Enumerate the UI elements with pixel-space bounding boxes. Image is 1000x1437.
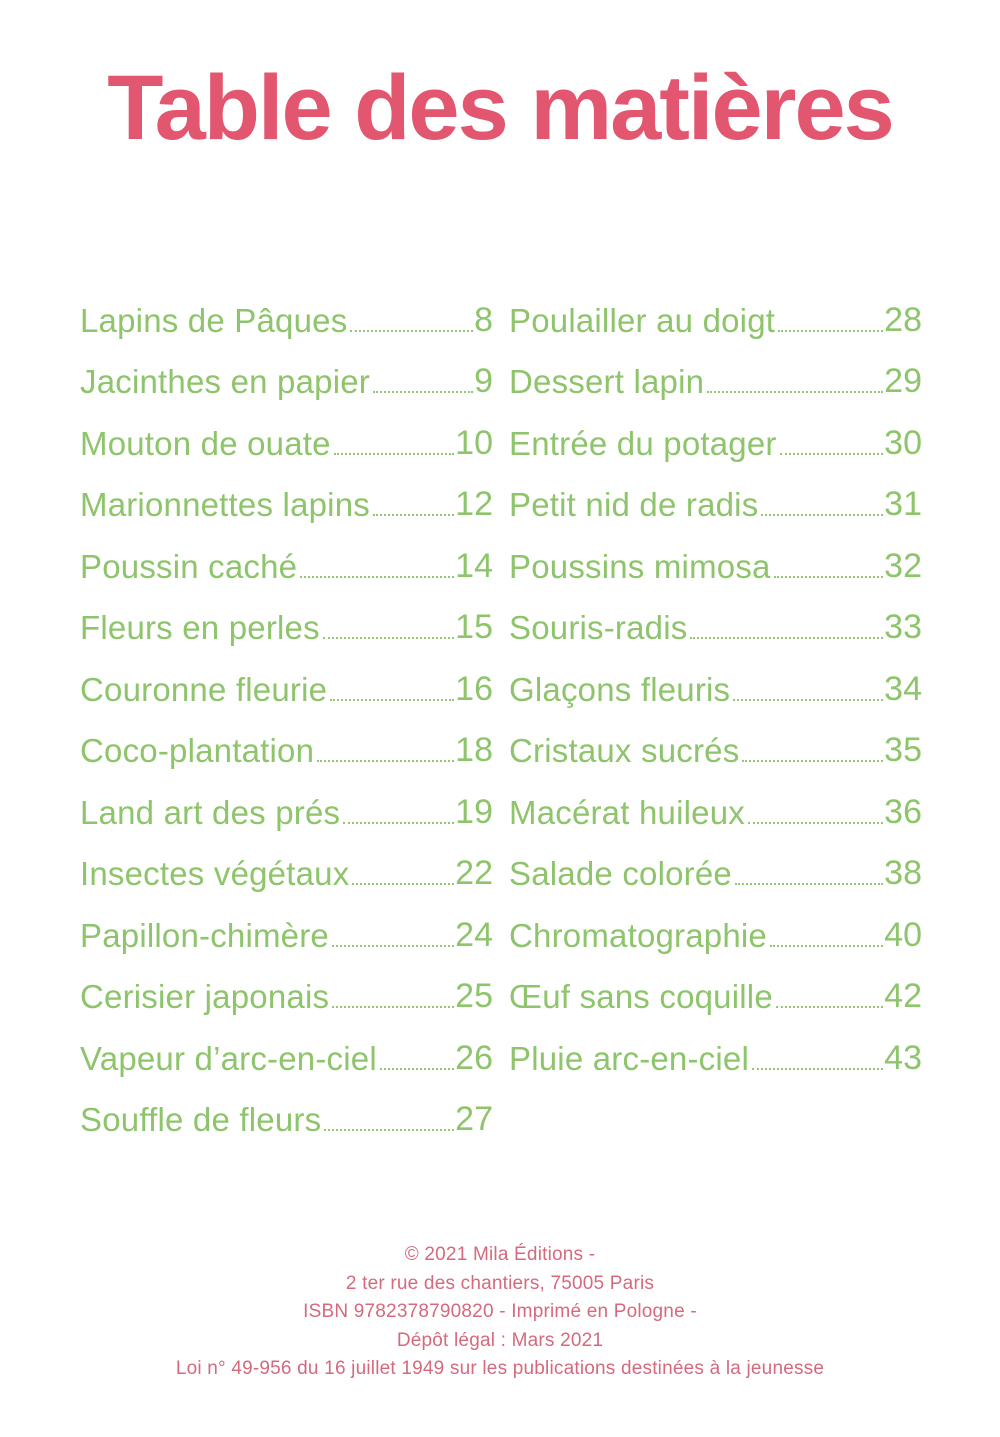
toc-entry-page-number: 43	[884, 1038, 922, 1077]
toc-entry-title: Land art des prés	[80, 793, 341, 831]
toc-entry-title: Jacinthes en papier	[80, 363, 370, 400]
dotted-leader	[733, 699, 883, 701]
toc-entry	[509, 770, 922, 832]
toc-entry	[80, 832, 493, 894]
toc-entry	[509, 832, 922, 894]
toc-entry-page-number: 14	[455, 546, 493, 585]
dotted-leader	[752, 1068, 883, 1070]
imprint-line: ISBN 9782378790820 - Imprimé en Pologne -	[303, 1301, 697, 1322]
dotted-leader	[334, 453, 454, 455]
toc-entry	[80, 1078, 493, 1140]
toc-entry-title: Papillon-chimère	[80, 916, 329, 954]
dotted-leader	[742, 760, 883, 762]
toc-entry-title: Souffle de fleurs	[80, 1101, 322, 1138]
dotted-leader	[761, 514, 883, 516]
table-of-contents	[80, 278, 922, 1139]
toc-entry-title: Marionnettes lapins	[80, 486, 370, 523]
toc-entry-title: Œuf sans coquille	[509, 978, 773, 1015]
toc-entry-page-number: 40	[884, 915, 922, 954]
dotted-leader	[324, 1129, 454, 1131]
toc-entry-page-number: 36	[884, 792, 922, 831]
toc-entry-title: Coco-plantation	[80, 732, 315, 769]
toc-entry-page-number: 25	[455, 977, 493, 1015]
toc-entry	[80, 893, 493, 955]
toc-column-right	[509, 278, 922, 1139]
toc-entry-title: Dessert lapin	[509, 363, 705, 400]
toc-entry	[509, 647, 922, 709]
dotted-leader	[330, 699, 454, 701]
toc-entry-page-number: 22	[455, 854, 493, 892]
toc-entry	[80, 1016, 493, 1078]
dotted-leader	[317, 760, 454, 762]
toc-entry	[509, 709, 922, 771]
dotted-leader	[332, 945, 454, 947]
toc-entry-page-number: 34	[884, 669, 922, 708]
toc-entry	[509, 955, 922, 1017]
toc-entry-title: Petit nid de radis	[509, 486, 759, 523]
toc-entry-title: Mouton de ouate	[80, 424, 331, 462]
dotted-leader	[332, 1006, 454, 1008]
dotted-leader	[352, 883, 454, 885]
dotted-leader	[748, 822, 883, 824]
dotted-leader	[690, 637, 883, 639]
dotted-leader	[776, 1006, 883, 1008]
toc-entry	[80, 524, 493, 586]
toc-entry-title: Poulailler au doigt	[509, 301, 776, 339]
dotted-leader	[780, 453, 884, 455]
toc-entry-title: Entrée du potager	[509, 424, 777, 462]
toc-entry-title: Fleurs en perles	[80, 609, 320, 646]
toc-entry-page-number: 27	[455, 1100, 493, 1138]
toc-entry-title: Cerisier japonais	[80, 978, 330, 1015]
toc-entry-page-number: 10	[455, 423, 493, 462]
toc-entry-page-number: 29	[884, 362, 922, 400]
toc-entry-page-number: 32	[884, 546, 922, 585]
toc-entry-page-number: 31	[884, 485, 922, 523]
toc-entry	[80, 401, 493, 463]
page-title: Table des matières	[107, 57, 893, 159]
dotted-leader	[735, 883, 883, 885]
toc-entry	[80, 647, 493, 709]
toc-entry-page-number: 12	[455, 485, 493, 523]
toc-entry	[80, 586, 493, 648]
toc-entry	[509, 893, 922, 955]
dotted-leader	[350, 330, 473, 332]
dotted-leader	[778, 330, 883, 332]
toc-entry-page-number: 30	[884, 423, 922, 462]
toc-entry-page-number: 18	[455, 731, 493, 769]
toc-entry-page-number: 19	[455, 792, 493, 831]
dotted-leader	[373, 514, 454, 516]
toc-entry-title: Couronne fleurie	[80, 670, 328, 708]
imprint-line: 2 ter rue des chantiers, 75005 Paris	[345, 1272, 655, 1294]
toc-entry-title: Cristaux sucrés	[509, 732, 740, 769]
imprint-line: Loi n° 49-956 du 16 juillet 1949 sur les publications destinées à la jeunesse	[175, 1358, 825, 1379]
toc-entry	[509, 524, 922, 586]
toc-entry-title: Chromatographie	[509, 916, 767, 954]
toc-entry-title: Pluie arc-en-ciel	[509, 1039, 749, 1077]
dotted-leader	[380, 1068, 454, 1070]
imprint-footer	[0, 1241, 1000, 1384]
toc-entry	[80, 463, 493, 525]
toc-entry-title: Glaçons fleuris	[509, 670, 731, 708]
toc-entry	[509, 401, 922, 463]
toc-entry	[509, 340, 922, 402]
toc-entry	[509, 586, 922, 648]
toc-entry-title: Insectes végétaux	[80, 855, 350, 892]
toc-entry	[80, 770, 493, 832]
toc-entry-title: Poussins mimosa	[509, 547, 771, 585]
toc-entry-page-number: 24	[455, 915, 493, 954]
toc-entry-page-number: 28	[884, 300, 922, 339]
dotted-leader	[323, 637, 454, 639]
toc-entry-page-number: 38	[884, 854, 922, 892]
toc-entry	[80, 340, 493, 402]
toc-entry	[80, 955, 493, 1017]
toc-entry-page-number: 35	[884, 731, 922, 769]
toc-entry-title: Lapins de Pâques	[80, 301, 348, 339]
toc-entry-page-number: 8	[474, 300, 493, 339]
dotted-leader	[707, 391, 883, 393]
toc-entry	[509, 278, 922, 340]
dotted-leader	[373, 391, 473, 393]
toc-entry	[509, 463, 922, 525]
toc-entry-page-number: 9	[474, 362, 493, 400]
toc-entry-title: Souris-radis	[509, 609, 688, 646]
toc-entry-title: Vapeur d’arc-en-ciel	[80, 1039, 377, 1077]
toc-entry-page-number: 16	[455, 669, 493, 708]
imprint-line: Dépôt légal : Mars 2021	[396, 1329, 604, 1351]
dotted-leader	[343, 822, 454, 824]
toc-column-left	[80, 278, 493, 1139]
toc-entry-page-number: 33	[884, 608, 922, 646]
toc-entry	[80, 278, 493, 340]
imprint-line: © 2021 Mila Éditions -	[404, 1244, 596, 1265]
dotted-leader	[300, 576, 454, 578]
toc-entry-title: Macérat huileux	[509, 793, 745, 831]
dotted-leader	[774, 576, 884, 578]
toc-entry	[80, 709, 493, 771]
toc-entry-page-number: 15	[455, 608, 493, 646]
toc-entry-title: Salade colorée	[509, 855, 732, 892]
dotted-leader	[770, 945, 883, 947]
toc-entry-page-number: 42	[884, 977, 922, 1015]
toc-entry	[509, 1016, 922, 1078]
toc-entry-title: Poussin caché	[80, 547, 298, 585]
toc-entry-page-number: 26	[455, 1038, 493, 1077]
